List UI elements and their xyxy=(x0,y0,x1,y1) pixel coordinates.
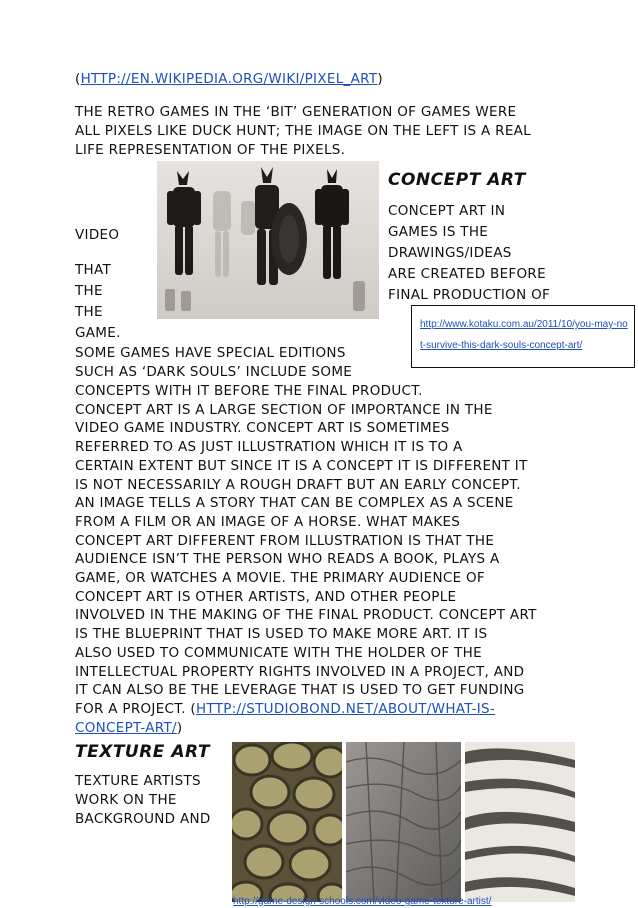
concept-body-line: ALSO USED TO COMMUNICATE WITH THE HOLDER OF THE xyxy=(75,644,482,661)
texture-artist-link[interactable]: http://game-design-schools.com/video-game-texture-artist/ xyxy=(233,896,492,907)
texture-intro-line: TEXTURE ARTISTS xyxy=(75,773,201,789)
left-column-word: VIDEO xyxy=(75,227,120,243)
concept-body-line: AUDIENCE ISN’T THE PERSON WHO READS A BOOK, PLAYS A xyxy=(75,551,500,568)
intro-line: THE RETRO GAMES IN THE ‘BIT’ GENERATION OF GAMES WERE xyxy=(75,104,517,120)
concept-intro-line: DRAWINGS/IDEAS xyxy=(388,245,512,261)
left-column-word: THE xyxy=(75,283,103,299)
concept-body-line: INVOLVED IN THE MAKING OF THE FINAL PRODUCT. CONCEPT ART xyxy=(75,607,537,624)
intro-line: LIFE REPRESENTATION OF THE PIXELS. xyxy=(75,142,346,158)
concept-body-line: CONCEPTS WITH IT BEFORE THE FINAL PRODUCT. xyxy=(75,383,423,399)
concept-body-line: CERTAIN EXTENT BUT SINCE IT IS A CONCEPT IT IS DIFFERENT IT xyxy=(75,457,528,474)
texture-art-heading: TEXTURE ART xyxy=(75,742,210,762)
left-column-word: GAME. xyxy=(75,325,121,341)
elephant-skin-texture-image xyxy=(346,742,461,902)
kotaku-url-box xyxy=(411,305,635,368)
concept-body-last-line-cont: CONCEPT-ART/) xyxy=(75,720,183,736)
concept-body-line: SOME GAMES HAVE SPECIAL EDITIONS xyxy=(75,345,346,361)
left-column-word: THE xyxy=(75,304,103,320)
studiobond-link[interactable]: HTTP://STUDIOBOND.NET/ABOUT/WHAT-IS- xyxy=(195,701,496,717)
concept-body-line: GAME, OR WATCHES A MOVIE. THE PRIMARY AUDIENCE OF xyxy=(75,570,485,586)
dark-souls-concept-art-image xyxy=(157,161,379,319)
kotaku-link[interactable]: http://www.kotaku.com.au/2011/10/you-may-not-survive-this-dark-souls-concept-art/ xyxy=(420,319,628,351)
concept-body-line: IS NOT NECESSARILY A ROUGH DRAFT BUT AN EARLY CONCEPT. xyxy=(75,476,521,493)
crocodile-skin-texture-image xyxy=(232,742,342,902)
intro-line: ALL PIXELS LIKE DUCK HUNT; THE IMAGE ON THE LEFT IS A REAL xyxy=(75,123,532,139)
concept-body-line: INTELLECTUAL PROPERTY RIGHTS INVOLVED IN A PROJECT, AND xyxy=(75,663,525,680)
concept-intro-line: FINAL PRODUCTION OF xyxy=(388,287,551,303)
concept-intro-line: GAMES IS THE xyxy=(388,224,489,240)
left-column-word: THAT xyxy=(75,262,112,278)
concept-body-line: REFERRED TO AS JUST ILLUSTRATION WHICH IT IS TO A xyxy=(75,439,463,456)
texture-intro-line: WORK ON THE xyxy=(75,792,177,808)
wikipedia-link[interactable]: HTTP://EN.WIKIPEDIA.ORG/WIKI/PIXEL_ART xyxy=(80,71,378,87)
concept-body-line: CONCEPT ART DIFFERENT FROM ILLUSTRATION IS THAT THE xyxy=(75,532,495,549)
studiobond-link-cont[interactable]: CONCEPT-ART/ xyxy=(75,720,177,736)
concept-body-line: FROM A FILM OR AN IMAGE OF A HORSE. WHAT MAKES xyxy=(75,513,461,530)
concept-body-line: VIDEO GAME INDUSTRY. CONCEPT ART IS SOMETIMES xyxy=(75,420,450,437)
texture-intro-line: BACKGROUND AND xyxy=(75,811,211,827)
concept-body-line: SUCH AS ‘DARK SOULS’ INCLUDE SOME xyxy=(75,364,353,380)
zebra-fur-texture-image xyxy=(465,742,575,902)
concept-body-line: AN IMAGE TELLS A STORY THAT CAN BE COMPLEX AS A SCENE xyxy=(75,495,514,512)
concept-body-line: CONCEPT ART IS OTHER ARTISTS, AND OTHER PEOPLE xyxy=(75,588,457,605)
concept-body-line: CONCEPT ART IS A LARGE SECTION OF IMPORTANCE IN THE xyxy=(75,401,493,418)
concept-intro-line: CONCEPT ART IN xyxy=(388,203,506,219)
concept-body-last-line: FOR A PROJECT. (HTTP://STUDIOBOND.NET/ABOUT/WHAT-IS- xyxy=(75,701,496,717)
concept-body-line: IT CAN ALSO BE THE LEVERAGE THAT IS USED TO GET FUNDING xyxy=(75,682,525,699)
concept-art-heading: CONCEPT ART xyxy=(388,170,526,190)
concept-intro-line: ARE CREATED BEFORE xyxy=(388,266,546,282)
wiki-reference-line: (HTTP://EN.WIKIPEDIA.ORG/WIKI/PIXEL_ART) xyxy=(75,71,383,87)
concept-body-line: IS THE BLUEPRINT THAT IS USED TO MAKE MORE ART. IT IS xyxy=(75,626,488,643)
